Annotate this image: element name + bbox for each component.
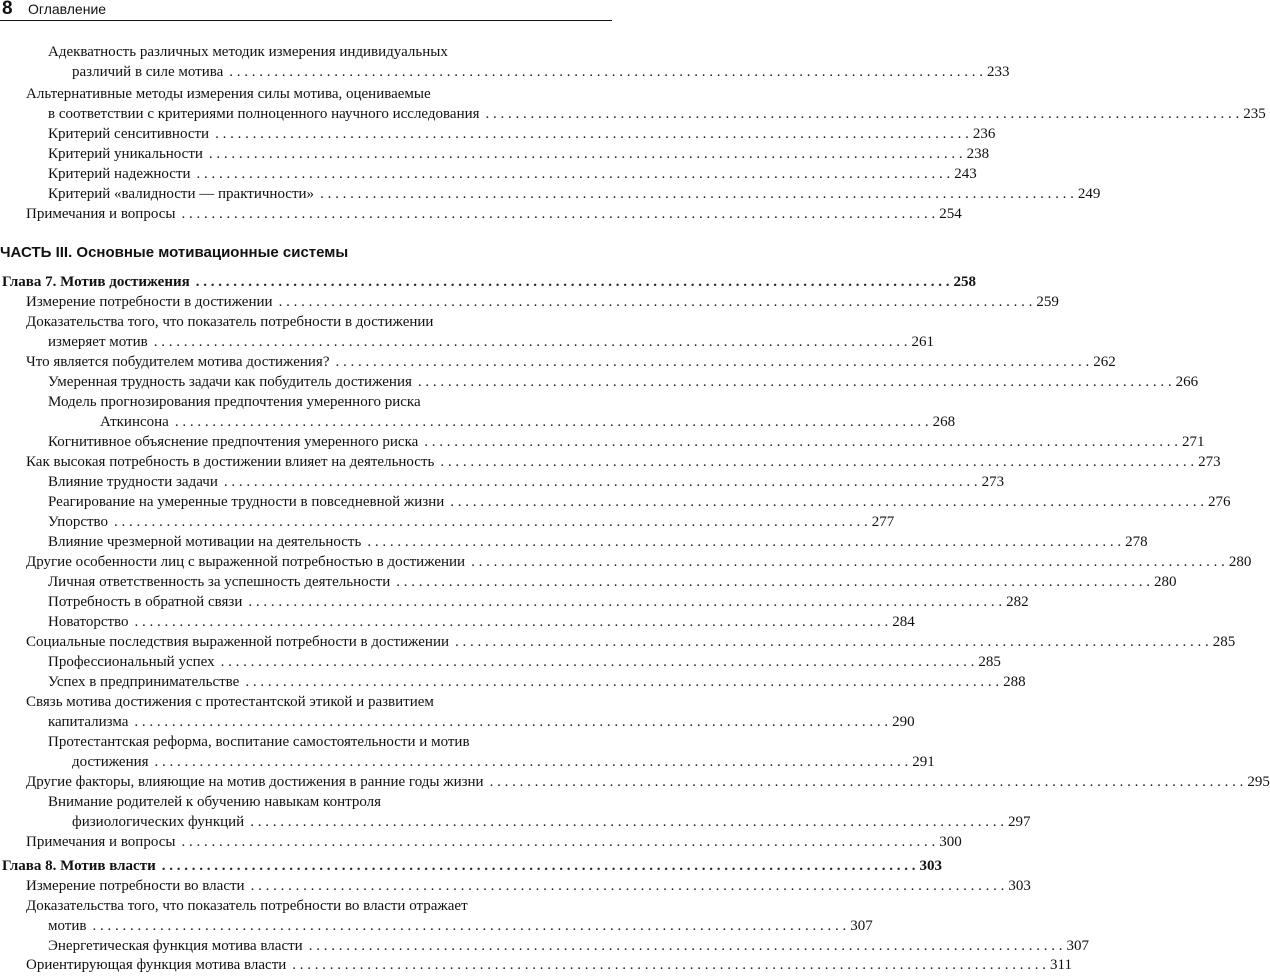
toc-entry: Доказательства того, что показатель потребности в достижении xyxy=(26,314,434,330)
toc-entry: Упорство . . . 277 xyxy=(0,512,612,532)
page-number: 8 xyxy=(2,0,13,19)
toc-entry: Измерение потребности в достижении . . . 259 xyxy=(0,292,612,312)
toc-entry: Новаторство . . . 284 xyxy=(0,612,612,632)
toc-entry: Успех в предпринимательстве . . . 288 xyxy=(0,672,612,692)
toc-entry: мотив . . . 307 xyxy=(0,916,612,936)
toc-entry: Критерий «валидности — практичности» . . . 249 xyxy=(0,184,612,204)
toc-entry: достижения . . . 291 xyxy=(0,752,612,772)
toc-entry: Что является побудителем мотива достижения? . . . 262 xyxy=(0,352,612,372)
toc-entry: Когнитивное объяснение предпочтения умеренного риска . . . 271 xyxy=(0,432,612,452)
toc-entry: Энергетическая функция мотива власти . . . 307 xyxy=(0,936,612,956)
toc-entry: Личная ответственность за успешность деятельности . . . 280 xyxy=(0,572,612,592)
toc-entry: физиологических функций . . . 297 xyxy=(0,812,612,832)
toc-entry: Другие особенности лиц с выраженной потребностью в достижении . . . 280 xyxy=(0,552,612,572)
toc-entry: Другие факторы, влияющие на мотив достижения в ранние годы жизни . . . 295 xyxy=(0,772,612,792)
toc-entry: Критерий уникальности . . . 238 xyxy=(0,144,612,164)
toc-entry: Адекватность различных методик измерения индивидуальных xyxy=(48,44,448,60)
toc-entry: Аткинсона . . . 268 xyxy=(0,412,612,432)
toc-entry: капитализма . . . 290 xyxy=(0,712,612,732)
toc-entry: Связь мотива достижения с протестантской этикой и развитием xyxy=(26,694,434,710)
toc-entry: Социальные последствия выраженной потребности в достижении . . . 285 xyxy=(0,632,612,652)
toc-entry: различий в силе мотива . . . 233 xyxy=(0,62,612,82)
toc-chapter-entry: Глава 8. Мотив власти . . . 303 xyxy=(0,856,612,876)
toc-entry: Ориентирующая функция мотива власти . . . 311 xyxy=(0,955,612,975)
toc-entry: Влияние трудности задачи . . . 273 xyxy=(0,472,612,492)
toc-entry: Профессиональный успех . . . 285 xyxy=(0,652,612,672)
toc-entry: Внимание родителей к обучению навыкам контроля xyxy=(48,794,382,810)
toc-entry: Примечания и вопросы . . . 254 xyxy=(0,204,612,224)
toc-entry: Протестантская реформа, воспитание самостоятельности и мотив xyxy=(48,734,470,750)
toc-chapter-entry: Глава 7. Мотив достижения . . . 258 xyxy=(0,272,612,292)
toc-entry: Доказательства того, что показатель потребности во власти отражает xyxy=(26,898,468,914)
toc-entry: Как высокая потребность в достижении влияет на деятельность . . . 273 xyxy=(0,452,612,472)
part-title: ЧАСТЬ III. Основные мотивационные системы xyxy=(0,244,349,261)
toc-entry: Реагирование на умеренные трудности в повседневной жизни . . . 276 xyxy=(0,492,612,512)
toc-entry: Примечания и вопросы . . . 300 xyxy=(0,832,612,852)
toc-entry: Альтернативные методы измерения силы мотива, оцениваемые xyxy=(26,86,431,102)
toc-entry: в соответствии с критериями полноценного научного исследования . . . 235 xyxy=(0,104,612,124)
toc-entry: Влияние чрезмерной мотивации на деятельность . . . 278 xyxy=(0,532,612,552)
toc-entry: измеряет мотив . . . 261 xyxy=(0,332,612,352)
toc-entry: Критерий надежности . . . 243 xyxy=(0,164,612,184)
toc-entry: Критерий сенситивности . . . 236 xyxy=(0,124,612,144)
running-title: Оглавление xyxy=(28,1,107,17)
toc-entry: Умеренная трудность задачи как побудитель достижения . . . 266 xyxy=(0,372,612,392)
toc-entry: Потребность в обратной связи . . . 282 xyxy=(0,592,612,612)
toc-entry: Модель прогнозирования предпочтения умеренного риска xyxy=(48,394,421,410)
toc-entry: Измерение потребности во власти . . . 303 xyxy=(0,876,612,896)
